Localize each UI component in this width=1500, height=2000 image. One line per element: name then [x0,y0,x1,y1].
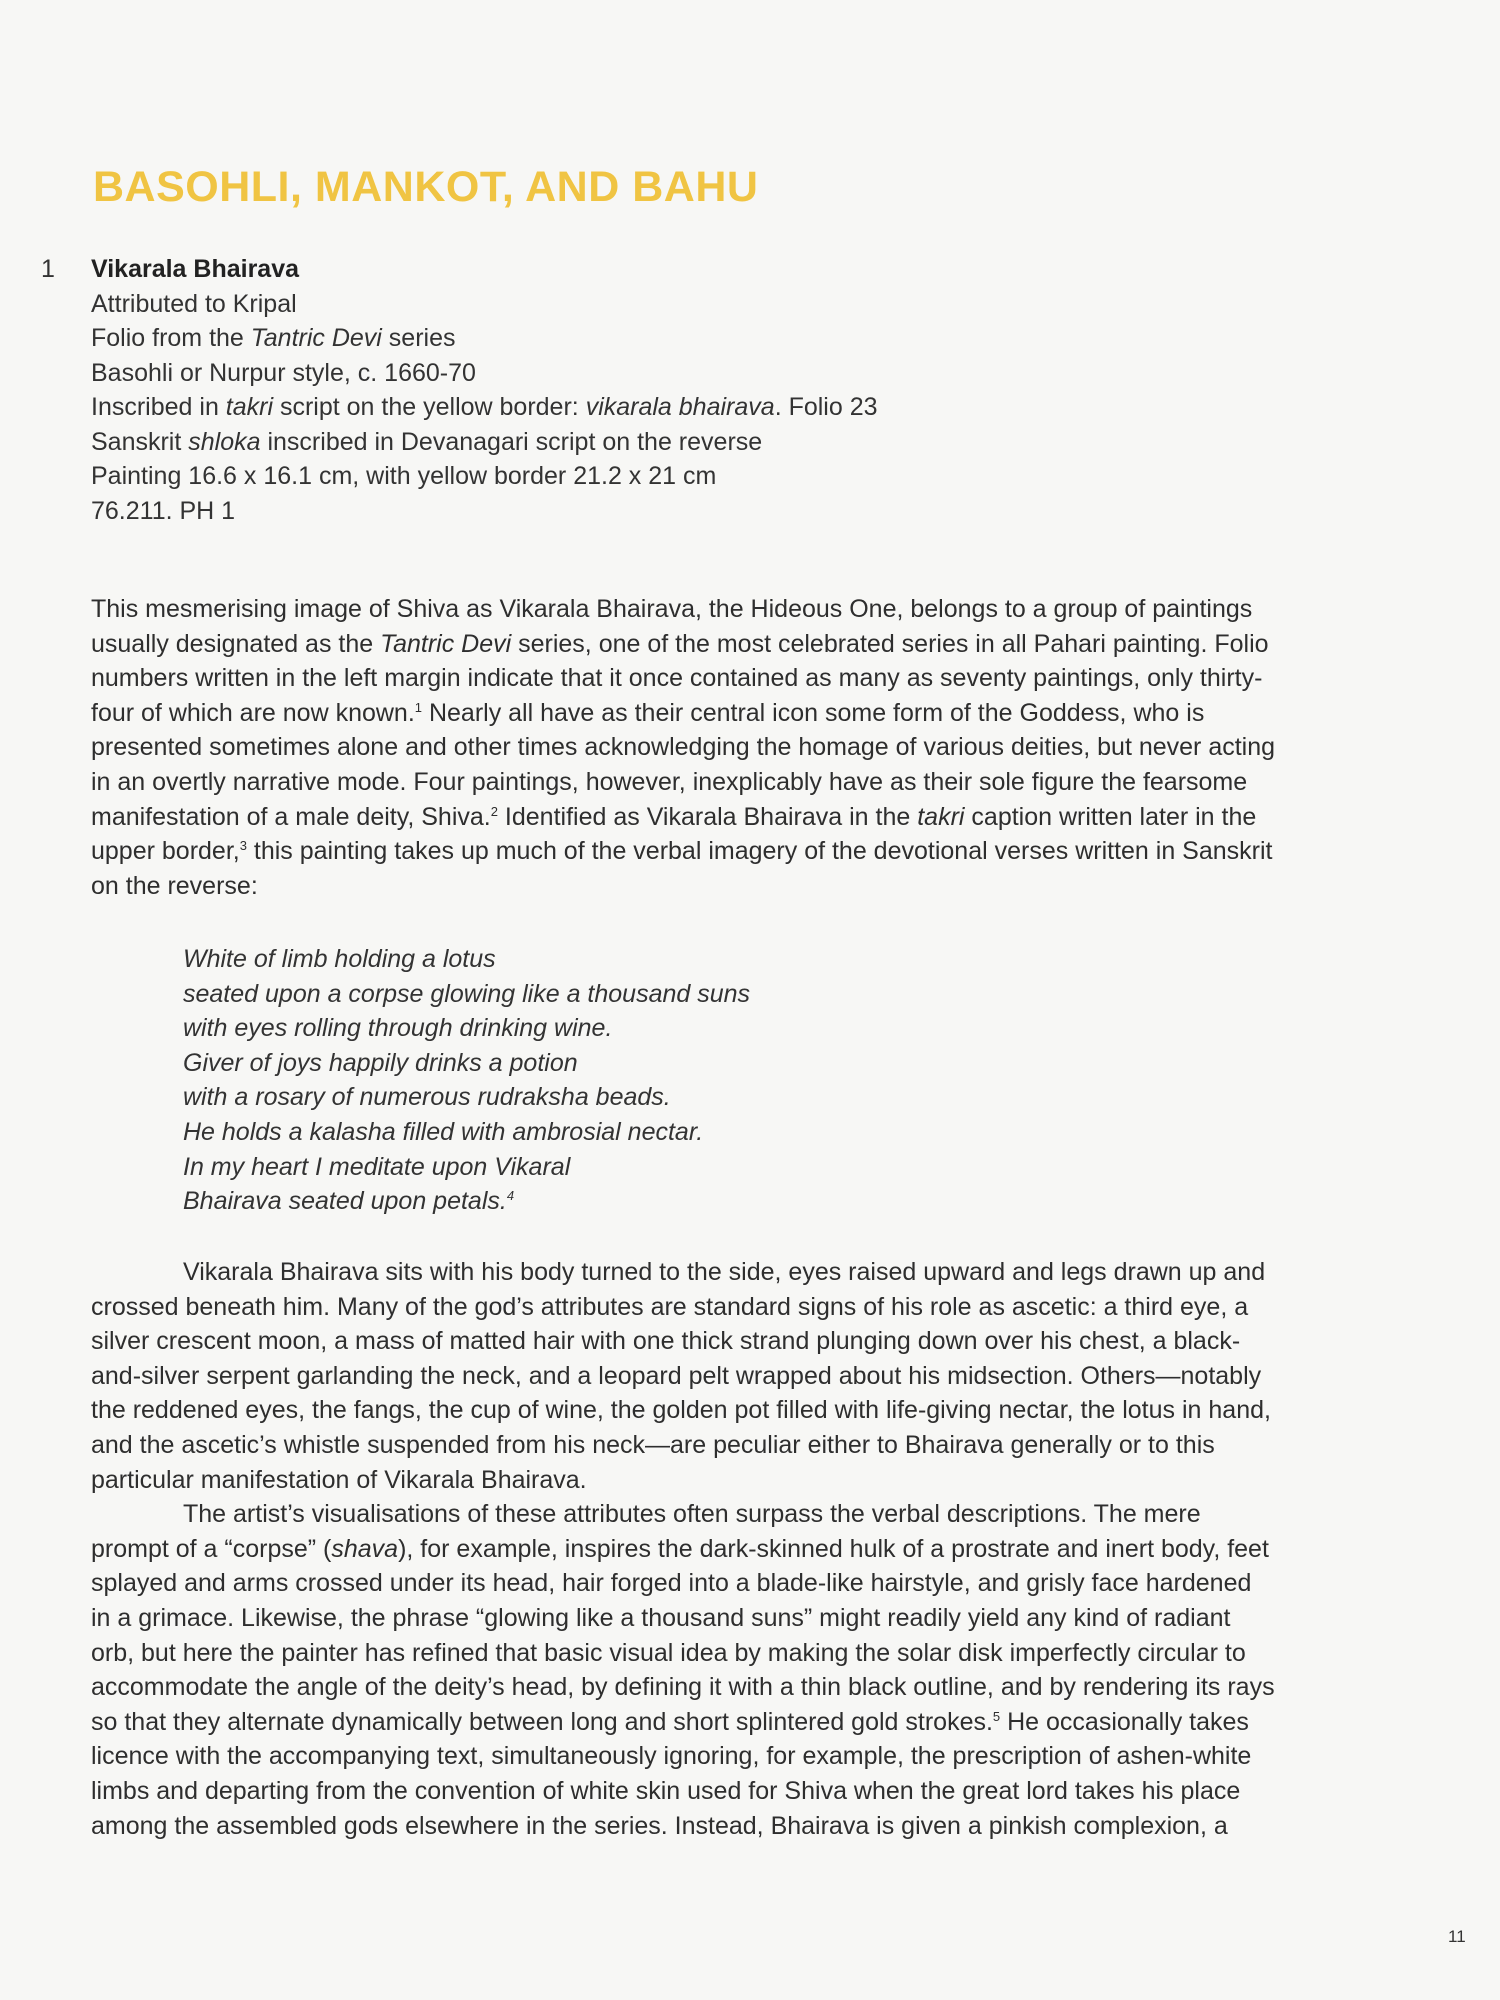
paragraph-line: limbs and departing from the convention of white skin used for Shiva when the great lord takes his place [91,1776,1241,1805]
essay-paragraph-1 [91,592,1381,903]
verse-line: He holds a kalasha filled with ambrosial nectar. [183,1117,704,1146]
paragraph-line: in a grimace. Likewise, the phrase “glowing like a thousand suns” might readily yield any kind of radiant [91,1603,1231,1632]
paragraph-line: among the assembled gods elsewhere in the series. Instead, Bhairava is given a pinkish complexion, a [91,1811,1228,1840]
footnote-ref: 3 [239,838,247,854]
artwork-attribution: Attributed to Kripal [91,289,297,318]
paragraph-line: four of which are now known.$^1$ Nearly all have as their central icon some form of the Goddess, who is [91,698,1205,727]
footnote-ref: 4 [506,1188,515,1204]
paragraph-line: silver crescent moon, a mass of matted hair with one thick strand plunging down over his chest, a black- [91,1327,1241,1356]
artwork-dimensions: Painting 16.6 x 16.1 cm, with yellow border 21.2 x 21 cm [91,462,717,490]
paragraph-line: upper border,$^3$ this painting takes up much of the verbal imagery of the devotional verses written in Sanskrit [91,837,1273,866]
paragraph-line: prompt of a “corpse” (shava), for example, inspires the dark-skinned hulk of a prostrate and inert body, feet [91,1534,1269,1563]
paragraph-line: in an overtly narrative mode. Four paintings, however, inexplicably have as their sole figure the fearsome [91,767,1248,796]
artwork-title: Vikarala Bhairava [91,255,300,283]
paragraph-line: usually designated as the Tantric Devi series, one of the most celebrated series in all Pahari painting. Folio [91,629,1269,658]
paragraph-line: accommodate the angle of the deity’s head, by defining it with a thin black outline, and by rendering its rays [91,1673,1275,1702]
paragraph-line: particular manifestation of Vikarala Bhairava. [91,1465,587,1494]
paragraph-line: splayed and arms crossed under its head, hair forged into a blade-like hairstyle, and grisly face hardened [91,1569,1252,1598]
paragraph-line: licence with the accompanying text, simultaneously ignoring, for example, the prescription of ashen-white [91,1742,1252,1771]
paragraph-line: manifestation of a male deity, Shiva.$^2$ Identified as Vikarala Bhairava in the takri caption written later in the [91,802,1257,831]
verse-line: Bhairava seated upon petals.$^4$ [183,1187,515,1216]
paragraph-line: This mesmerising image of Shiva as Vikarala Bhairava, the Hideous One, belongs to a group of paintings [91,595,1253,623]
verse-line: Giver of joys happily drinks a potion [183,1048,578,1077]
paragraph-line: the reddened eyes, the fangs, the cup of wine, the golden pot filled with life-giving nectar, the lotus in hand, [91,1396,1271,1425]
artwork-style-date: Basohli or Nurpur style, c. 1660-70 [91,358,476,387]
artwork-inscription-front: Inscribed in takri script on the yellow border: vikarala bhairava. Folio 23 [91,393,878,421]
verse-line: In my heart I meditate upon Vikaral [183,1152,571,1181]
footnote-ref: 1 [414,699,423,715]
paragraph-line: and-silver serpent garlanding the neck, and a leopard pelt wrapped about his midsection. Others—notably [91,1361,1262,1390]
page-number: 11 [1448,1927,1466,1946]
artwork-accession: 76.211. PH 1 [91,496,236,525]
verse-line: with eyes rolling through drinking wine. [183,1014,613,1043]
paragraph-line: and the ascetic’s whistle suspended from his neck—are peculiar either to Bhairava generally or to this [91,1430,1215,1459]
artwork-inscription-reverse: Sanskrit shloka inscribed in Devanagari script on the reverse [91,427,763,456]
footnote-ref: 2 [490,803,498,819]
section-title: BASOHLI, MANKOT, AND BAHU [93,163,759,211]
paragraph-line: The artist’s visualisations of these attributes often surpass the verbal descriptions. The mere [183,1500,1201,1529]
catalogue-number: 1 [41,255,55,283]
paragraph-line: numbers written in the left margin indicate that it once contained as many as seventy paintings, only thirty- [91,664,1263,693]
paragraph-line: on the reverse: [91,871,258,900]
verse-line: seated upon a corpse glowing like a thousand suns [183,979,751,1008]
artwork-folio: Folio from the Tantric Devi series [91,324,456,352]
paragraph-line: presented sometimes alone and other times acknowledging the homage of various deities, but never acting [91,733,1276,762]
catalogue-caption [91,252,1391,528]
paragraph-line: crossed beneath him. Many of the god’s attributes are standard signs of his role as ascetic: a third eye, a [91,1292,1249,1321]
footnote-ref: 5 [992,1708,1001,1724]
paragraph-line: Vikarala Bhairava sits with his body turned to the side, eyes raised upward and legs drawn up and [183,1258,1266,1286]
essay-paragraphs-2-3 [91,1255,1381,1843]
verse-line: White of limb holding a lotus [183,945,496,973]
paragraph-line: orb, but here the painter has refined that basic visual idea by making the solar disk imperfectly circular to [91,1638,1246,1667]
paragraph-line: so that they alternate dynamically between long and short splintered gold strokes.$^5$ He occasionally takes [91,1707,1249,1736]
verse-quotation [183,942,1083,1219]
verse-line: with a rosary of numerous rudraksha beads. [183,1083,671,1112]
